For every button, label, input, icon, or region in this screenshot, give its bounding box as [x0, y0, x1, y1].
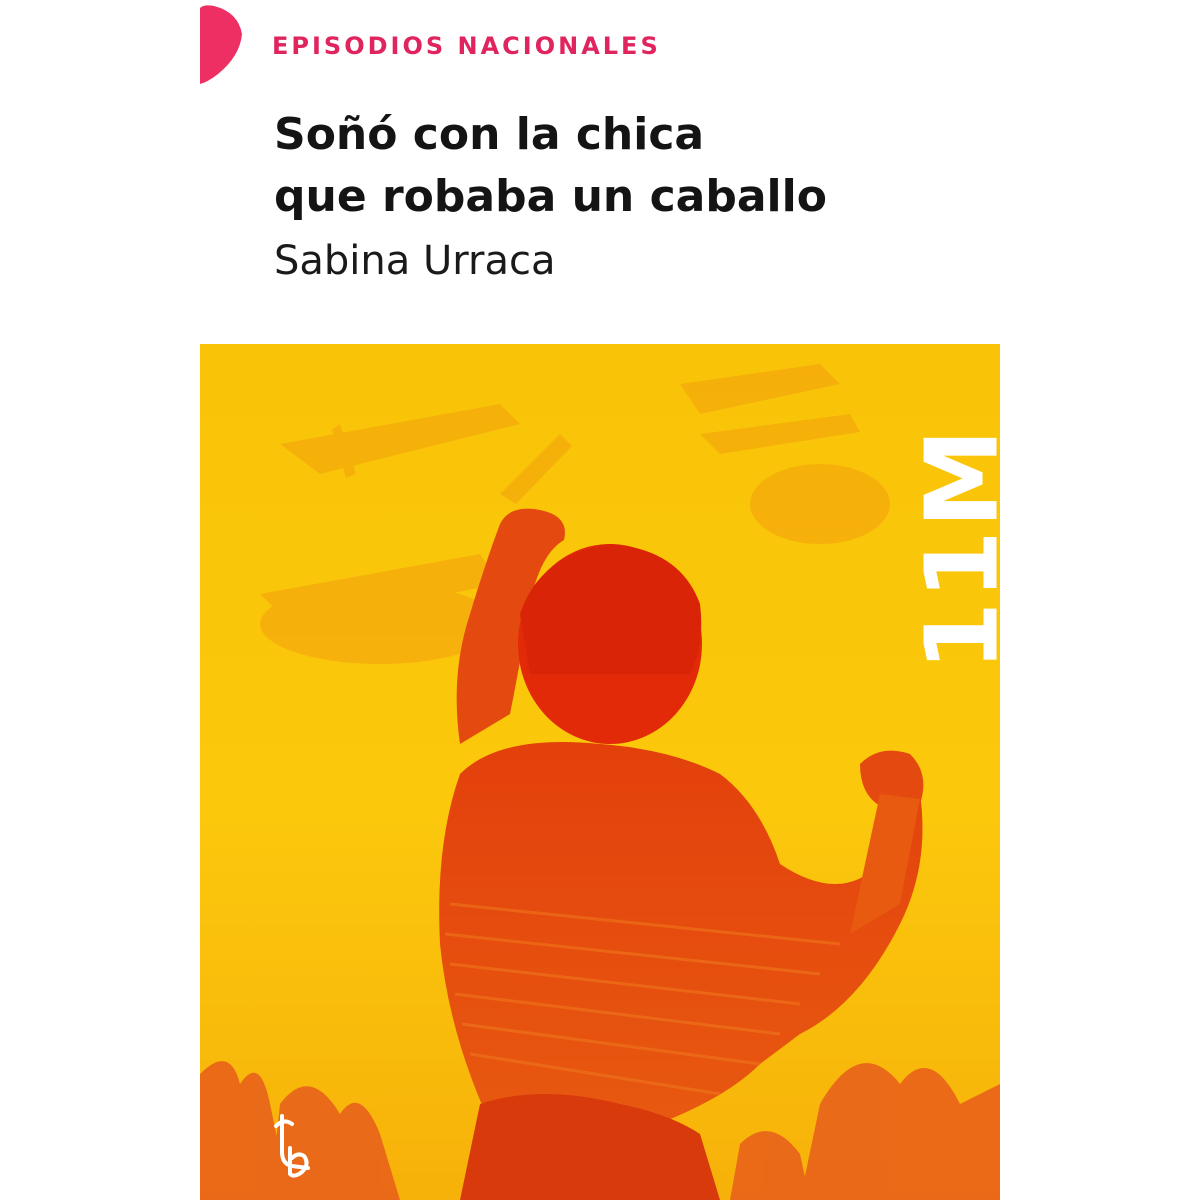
cover-photo [200, 344, 1000, 1200]
red-tab-icon [200, 4, 244, 84]
publisher-logo-icon [272, 1112, 318, 1180]
book-title-line-1: Soñó con la chica [274, 109, 705, 160]
book-title-line-2: que robaba un caballo [274, 171, 827, 222]
spine-label-text: 11M [903, 426, 1021, 672]
spine-label [903, 426, 1021, 672]
author-name: Sabina Urraca [274, 238, 556, 284]
cover-photo-illustration [200, 344, 1000, 1200]
book-cover [200, 0, 1021, 1200]
series-label: EPISODIOS NACIONALES [272, 32, 661, 60]
book-title [274, 104, 974, 228]
